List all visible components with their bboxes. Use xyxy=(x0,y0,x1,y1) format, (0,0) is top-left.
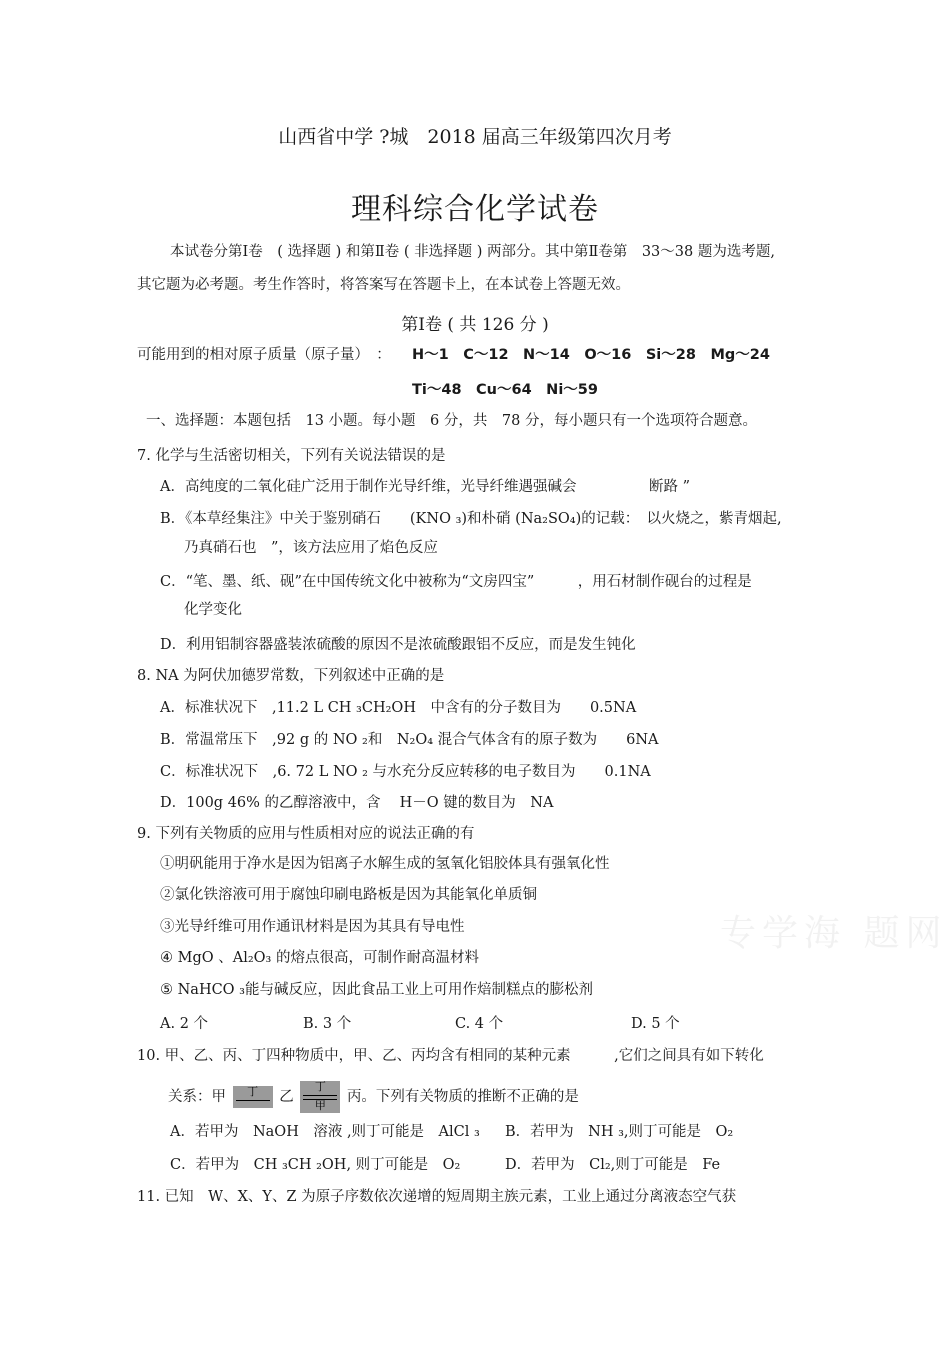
q10-option-d: D．若甲为 Cl₂,则丁可能是 Fe xyxy=(505,1157,721,1173)
q9-option-a: A. 2 个 xyxy=(160,1016,209,1032)
q8-option-b: B．常温常压下 ,92 g 的 NO ₂和 N₂O₄ 混合气体含有的原子数为 6NA xyxy=(160,732,659,748)
q8-stem: 8. NA 为阿伏加德罗常数，下列叙述中正确的是 xyxy=(137,668,445,684)
q9-statement-5: ⑤ NaHCO ₃能与碱反应，因此食品工业上可用作焙制糕点的膨松剂 xyxy=(160,982,593,998)
atomic-mass-row-2: Ti～48 Cu～64 Ni～59 xyxy=(412,382,598,398)
right-arrow-icon xyxy=(236,1100,270,1101)
q7-option-d: D．利用铝制容器盛装浓硫酸的原因不是浓硫酸跟铝不反应，而是发生钝化 xyxy=(160,637,636,653)
q10-stem: 10. 甲、乙、丙、丁四种物质中，甲、乙、丙均含有相同的某种元素 ,它们之间具有如下转化 xyxy=(137,1048,764,1064)
q10-relation-suffix: 丙。下列有关物质的推断不正确的是 xyxy=(346,1089,579,1105)
q10-relation xyxy=(168,1081,579,1113)
q10-option-c: C．若甲为 CH ₃CH ₂OH, 则丁可能是 O₂ xyxy=(170,1157,461,1173)
q7-stem: 7. 化学与生活密切相关，下列有关说法错误的是 xyxy=(137,448,446,464)
atomic-mass-row-1: H～1 C～12 N～14 O～16 Si～28 Mg～24 xyxy=(412,347,770,363)
q9-option-b: B. 3 个 xyxy=(303,1016,352,1032)
q10-relation-mid: 乙 xyxy=(279,1089,294,1105)
atomic-mass-label: 可能用到的相对原子质量（原子量） ： xyxy=(137,347,391,363)
q9-option-c: C. 4 个 xyxy=(455,1016,504,1032)
q10-relation-prefix: 关系：甲 xyxy=(168,1089,226,1105)
intro-line-1: 本试卷分第Ⅰ卷 ( 选择题 ) 和第Ⅱ卷 ( 非选择题 ) 两部分。其中第Ⅱ卷第 33～38 题为选考题, xyxy=(170,244,775,260)
q10-option-a: A．若甲为 NaOH 溶液 ,则丁可能是 AlCl ₃ xyxy=(170,1124,480,1140)
q9-stem: 9. 下列有关物质的应用与性质相对应的说法正确的有 xyxy=(137,826,475,842)
instructions: 一、选择题：本题包括 13 小题。每小题 6 分，共 78 分，每小题只有一个选项符合题意。 xyxy=(146,413,757,429)
right-arrow-icon xyxy=(303,1095,337,1096)
q10-arrow-1 xyxy=(233,1086,273,1108)
q7-option-c-line2: 化学变化 xyxy=(184,602,242,618)
watermark: 专学海 题网 xyxy=(720,913,948,954)
q8-option-a: A．标准状况下 ,11.2 L CH ₃CH₂OH 中含有的分子数目为 0.5NA xyxy=(160,700,637,716)
q9-option-d: D. 5 个 xyxy=(631,1016,680,1032)
q10-arrow-2-top: 丁 xyxy=(314,1080,326,1093)
section-heading: 第Ⅰ卷 ( 共 126 分 ) xyxy=(401,315,549,335)
q9-statement-3: ③光导纤维可用作通讯材料是因为其具有导电性 xyxy=(160,919,465,935)
q10-arrow-2 xyxy=(300,1081,340,1113)
q9-statement-2: ②氯化铁溶液可用于腐蚀印刷电路板是因为其能氧化单质铜 xyxy=(160,887,537,903)
q7-option-c-line1: C．“笔、墨、纸、砚”在中国传统文化中被称为“文房四宝” ，用石材制作砚台的过程是 xyxy=(160,574,752,590)
exam-subtitle: 理科综合化学试卷 xyxy=(351,192,599,227)
q7-option-b-line2: 乃真硝石也 ”，该方法应用了焰色反应 xyxy=(184,540,438,556)
q7-option-a: A．高纯度的二氧化硅广泛用于制作光导纤维，光导纤维遇强碱会 断路 ” xyxy=(160,479,690,495)
q8-option-c: C．标准状况下 ,6. 72 L NO ₂ 与水充分反应转移的电子数目为 0.1NA xyxy=(160,764,651,780)
q10-option-b: B．若甲为 NH ₃,则丁可能是 O₂ xyxy=(505,1124,734,1140)
q9-statement-1: ①明矾能用于净水是因为铝离子水解生成的氢氧化铝胶体具有强氧化性 xyxy=(160,856,610,872)
q8-option-d: D．100g 46% 的乙醇溶液中，含 H－O 键的数目为 NA xyxy=(160,795,554,811)
intro-line-2: 其它题为必考题。考生作答时，将答案写在答题卡上，在本试卷上答题无效。 xyxy=(137,277,630,293)
q9-statement-4: ④ MgO 、Al₂O₃ 的熔点很高，可制作耐高温材料 xyxy=(160,950,479,966)
q11-stem: 11. 已知 W、X、Y、Z 为原子序数依次递增的短周期主族元素，工业上通过分离液态空气获 xyxy=(137,1189,737,1205)
q10-arrow-1-label: 丁 xyxy=(247,1085,259,1098)
q7-option-b-line1: B．《本草经集注》中关于鉴别硝石 (KNO ₃)和朴硝 (Na₂SO₄)的记载： 以火烧之，紫青烟起, xyxy=(160,511,782,527)
q10-arrow-2-bottom: 甲 xyxy=(314,1099,326,1112)
exam-header-title: 山西省中学 ?城 2018 届高三年级第四次月考 xyxy=(278,126,672,148)
